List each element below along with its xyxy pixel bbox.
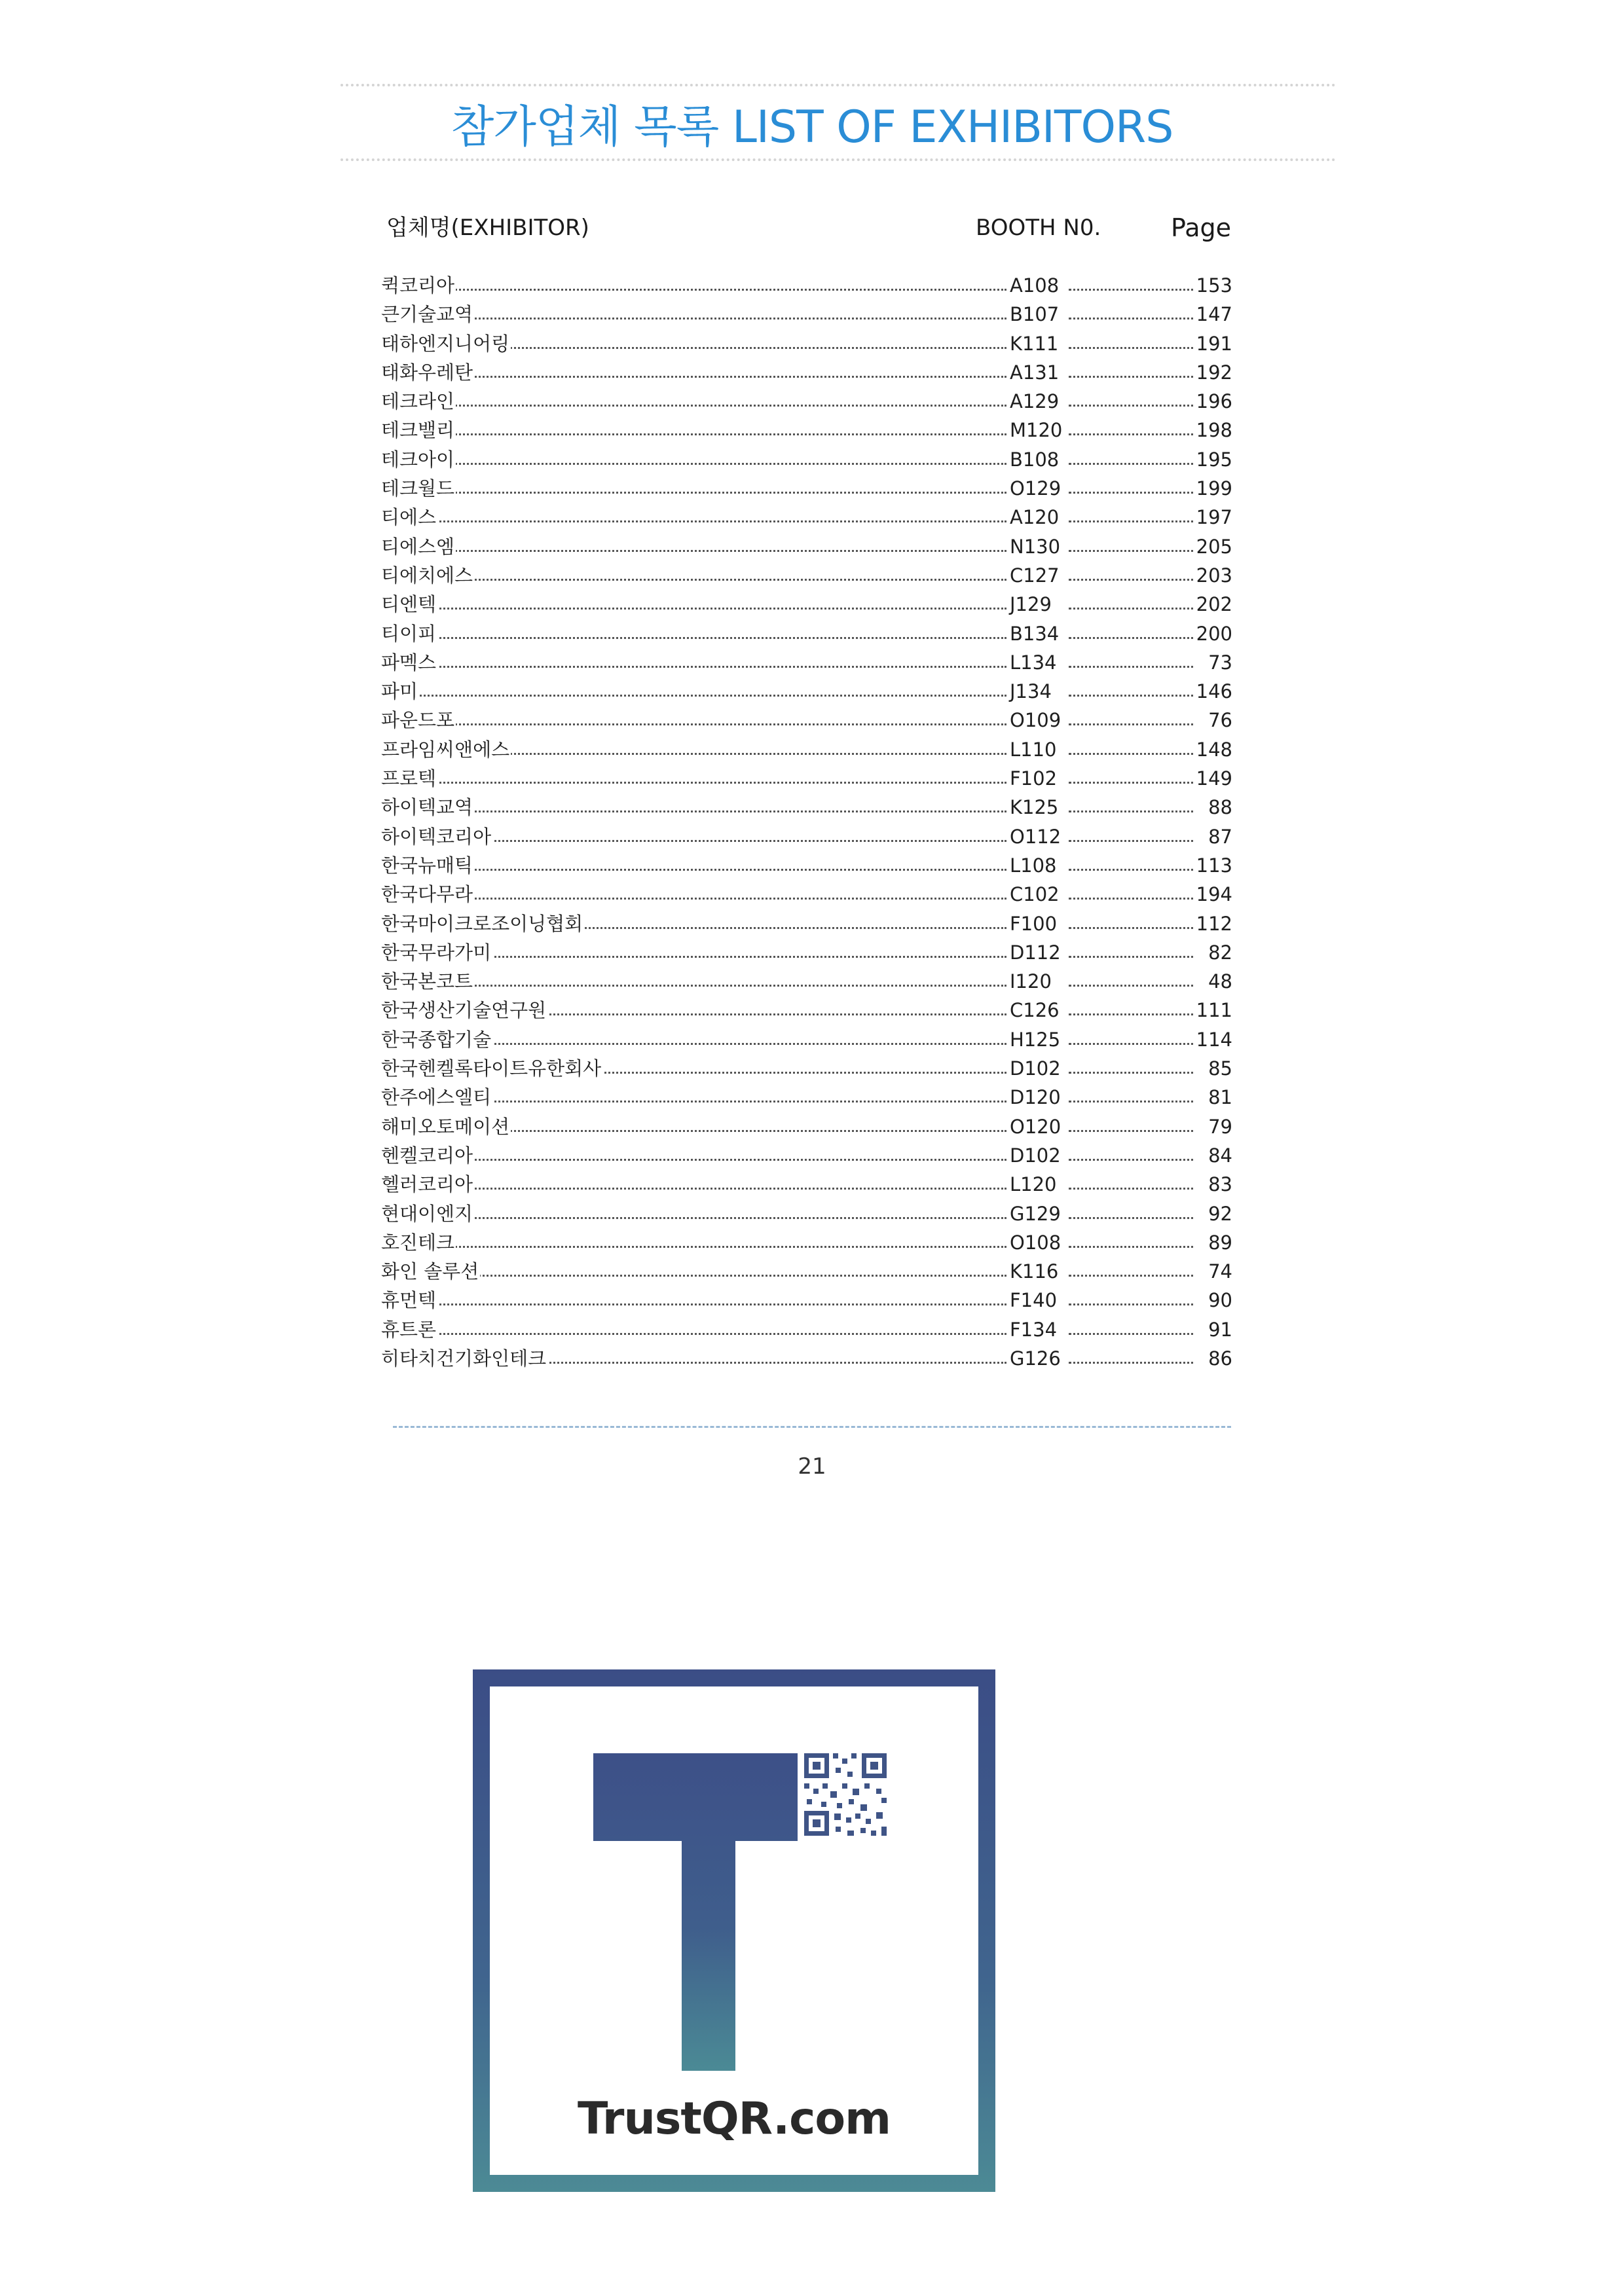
dot-leader bbox=[381, 376, 1006, 378]
list-item bbox=[381, 677, 1232, 706]
exhibitor-list bbox=[381, 271, 1232, 1373]
dot-leader bbox=[1069, 1043, 1198, 1045]
exhibitor-name: 테크라인 bbox=[381, 387, 456, 416]
dot-leader bbox=[1069, 550, 1198, 552]
booth-number: J134 bbox=[1010, 680, 1052, 703]
dot-leader bbox=[1069, 1072, 1198, 1074]
page-reference: 89 bbox=[1196, 1228, 1232, 1257]
exhibitor-name: 한국생산기술연구원 bbox=[381, 996, 547, 1025]
page-reference: 197 bbox=[1196, 503, 1232, 532]
list-item bbox=[381, 590, 1232, 619]
booth-number: I120 bbox=[1010, 970, 1052, 993]
column-header-page: Page bbox=[1171, 213, 1231, 242]
exhibitor-name: 히타치건기화인테크 bbox=[381, 1344, 547, 1373]
exhibitor-name: 파운드포 bbox=[381, 706, 456, 735]
dot-leader bbox=[1069, 898, 1198, 900]
page-reference: 203 bbox=[1196, 561, 1232, 590]
booth-number: O109 bbox=[1010, 709, 1061, 732]
exhibitor-name: 한주에스엘티 bbox=[381, 1083, 492, 1112]
page-reference: 88 bbox=[1196, 793, 1232, 822]
dot-leader bbox=[381, 985, 1006, 987]
page-reference: 82 bbox=[1196, 938, 1232, 967]
list-item bbox=[381, 358, 1232, 387]
page-reference: 194 bbox=[1196, 880, 1232, 909]
dot-leader bbox=[1069, 695, 1198, 697]
dot-leader bbox=[381, 1333, 1006, 1335]
page-reference: 198 bbox=[1196, 416, 1232, 445]
dot-leader bbox=[1069, 1130, 1198, 1132]
dot-leader bbox=[1069, 579, 1198, 581]
list-item bbox=[381, 561, 1232, 590]
list-item bbox=[381, 880, 1232, 909]
page-reference: 91 bbox=[1196, 1315, 1232, 1344]
exhibitor-name: 티엔텍 bbox=[381, 590, 437, 619]
list-item bbox=[381, 1344, 1232, 1373]
dot-leader bbox=[381, 550, 1006, 552]
logo-inner-panel bbox=[490, 1686, 978, 2175]
list-item bbox=[381, 1286, 1232, 1315]
dot-leader bbox=[1069, 492, 1198, 494]
dot-leader bbox=[381, 1303, 1006, 1305]
dot-leader bbox=[381, 695, 1006, 697]
dot-leader bbox=[381, 869, 1006, 871]
page-reference: 112 bbox=[1196, 909, 1232, 938]
dot-leader bbox=[1069, 405, 1198, 407]
booth-number: A120 bbox=[1010, 506, 1060, 529]
dot-leader bbox=[1069, 666, 1198, 668]
list-item bbox=[381, 1141, 1232, 1170]
booth-number: A131 bbox=[1010, 361, 1060, 384]
exhibitor-name: 태하엔지니어링 bbox=[381, 329, 511, 358]
dot-leader bbox=[1069, 289, 1198, 291]
dot-leader bbox=[381, 1188, 1006, 1190]
booth-number: J129 bbox=[1010, 593, 1052, 616]
column-header-booth: BOOTH N0. bbox=[976, 215, 1101, 241]
page-reference: 153 bbox=[1196, 271, 1232, 300]
booth-number: B134 bbox=[1010, 622, 1060, 645]
booth-number: A108 bbox=[1010, 274, 1060, 297]
page-reference: 113 bbox=[1196, 851, 1232, 880]
list-item bbox=[381, 822, 1232, 851]
list-item bbox=[381, 706, 1232, 735]
page-reference: 83 bbox=[1196, 1170, 1232, 1199]
page-reference: 111 bbox=[1196, 996, 1232, 1025]
exhibitor-name: 테크아이 bbox=[381, 445, 456, 474]
page-reference: 149 bbox=[1196, 764, 1232, 793]
page-reference: 200 bbox=[1196, 619, 1232, 648]
booth-number: A129 bbox=[1010, 390, 1060, 413]
booth-number: K111 bbox=[1010, 332, 1059, 355]
dot-leader bbox=[381, 318, 1006, 319]
exhibitor-name: 프라임씨앤에스 bbox=[381, 735, 511, 764]
booth-number: B108 bbox=[1010, 448, 1060, 471]
list-item bbox=[381, 445, 1232, 474]
page-reference: 85 bbox=[1196, 1054, 1232, 1083]
dot-leader bbox=[381, 811, 1006, 812]
trustqr-logo-text: TrustQR.com bbox=[578, 2093, 891, 2145]
dot-leader bbox=[381, 1246, 1006, 1248]
dot-leader bbox=[1069, 347, 1198, 349]
exhibitor-name: 한국무라가미 bbox=[381, 938, 492, 967]
list-item bbox=[381, 851, 1232, 880]
exhibitor-name: 한국마이크로조이닝협회 bbox=[381, 909, 584, 938]
page-reference: 48 bbox=[1196, 967, 1232, 996]
booth-number: F100 bbox=[1010, 912, 1058, 935]
dot-leader bbox=[381, 463, 1006, 465]
booth-number: D102 bbox=[1010, 1057, 1061, 1080]
list-item bbox=[381, 1083, 1232, 1112]
booth-number: C126 bbox=[1010, 999, 1060, 1022]
booth-number: C102 bbox=[1010, 883, 1060, 906]
page-reference: 146 bbox=[1196, 677, 1232, 706]
dot-leader bbox=[1069, 608, 1198, 610]
page-reference: 191 bbox=[1196, 329, 1232, 358]
booth-number: K125 bbox=[1010, 796, 1059, 819]
dot-leader bbox=[381, 579, 1006, 581]
dot-leader bbox=[1069, 1159, 1198, 1161]
exhibitor-name: 티에스엠 bbox=[381, 532, 456, 561]
column-header-exhibitor: 업체명(EXHIBITOR) bbox=[386, 215, 589, 241]
list-item bbox=[381, 1199, 1232, 1228]
exhibitor-name: 한국다무라 bbox=[381, 880, 474, 909]
exhibitor-name: 하이텍코리아 bbox=[381, 822, 492, 851]
list-item bbox=[381, 793, 1232, 822]
booth-number: B107 bbox=[1010, 303, 1060, 326]
booth-number: N130 bbox=[1010, 535, 1061, 558]
exhibitor-name: 티이피 bbox=[381, 619, 437, 648]
exhibitor-name: 호진테크 bbox=[381, 1228, 456, 1257]
booth-number: O120 bbox=[1010, 1115, 1061, 1138]
dot-leader bbox=[1069, 520, 1198, 522]
page-reference: 90 bbox=[1196, 1286, 1232, 1315]
dot-leader bbox=[1069, 723, 1198, 725]
list-item bbox=[381, 735, 1232, 764]
list-item bbox=[381, 1228, 1232, 1257]
booth-number: F140 bbox=[1010, 1289, 1058, 1312]
top-dotted-rule bbox=[341, 84, 1336, 86]
list-item bbox=[381, 764, 1232, 793]
dot-leader bbox=[1069, 840, 1198, 842]
dot-leader bbox=[381, 492, 1006, 494]
dot-leader bbox=[1069, 927, 1198, 929]
booth-number: H125 bbox=[1010, 1028, 1061, 1051]
list-item bbox=[381, 1054, 1232, 1083]
list-item bbox=[381, 1112, 1232, 1141]
page-reference: 87 bbox=[1196, 822, 1232, 851]
list-item bbox=[381, 503, 1232, 532]
dot-leader bbox=[1069, 1246, 1198, 1248]
booth-number: F134 bbox=[1010, 1318, 1058, 1341]
list-item bbox=[381, 532, 1232, 561]
dot-leader bbox=[1069, 463, 1198, 465]
exhibitor-name: 티에치에스 bbox=[381, 561, 474, 590]
dot-leader bbox=[1069, 1362, 1198, 1364]
qr-code-icon bbox=[804, 1753, 887, 1836]
dot-leader bbox=[1069, 1333, 1198, 1335]
page-reference: 84 bbox=[1196, 1141, 1232, 1170]
list-item bbox=[381, 967, 1232, 996]
exhibitor-name: 해미오토메이션 bbox=[381, 1112, 511, 1141]
page-reference: 86 bbox=[1196, 1344, 1232, 1373]
exhibitor-name: 화인 솔루션 bbox=[381, 1257, 480, 1286]
exhibitor-name: 티에스 bbox=[381, 503, 437, 532]
exhibitor-name: 퀵코리아 bbox=[381, 271, 456, 300]
list-item bbox=[381, 387, 1232, 416]
exhibitor-name: 테크월드 bbox=[381, 474, 456, 503]
exhibitor-name: 한국뉴매틱 bbox=[381, 851, 474, 880]
page-reference: 73 bbox=[1196, 648, 1232, 677]
list-item bbox=[381, 1025, 1232, 1054]
page-reference: 148 bbox=[1196, 735, 1232, 764]
list-item bbox=[381, 938, 1232, 967]
exhibitor-name: 큰기술교역 bbox=[381, 300, 474, 329]
dot-leader bbox=[381, 723, 1006, 725]
dot-leader bbox=[381, 666, 1006, 668]
booth-number: O112 bbox=[1010, 825, 1061, 848]
exhibitor-name: 테크밸리 bbox=[381, 416, 456, 445]
exhibitor-name: 현대이엔지 bbox=[381, 1199, 474, 1228]
page-reference: 74 bbox=[1196, 1257, 1232, 1286]
exhibitor-name: 파멕스 bbox=[381, 648, 437, 677]
exhibitor-name: 태화우레탄 bbox=[381, 358, 474, 387]
list-item bbox=[381, 416, 1232, 445]
dot-leader bbox=[1069, 1303, 1198, 1305]
exhibitor-name: 휴먼텍 bbox=[381, 1286, 437, 1315]
list-item bbox=[381, 329, 1232, 358]
list-item bbox=[381, 648, 1232, 677]
dot-leader bbox=[1069, 782, 1198, 784]
dot-leader bbox=[381, 637, 1006, 639]
exhibitor-name: 프로텍 bbox=[381, 764, 437, 793]
dot-leader bbox=[1069, 433, 1198, 435]
dot-leader bbox=[1069, 376, 1198, 378]
booth-number: L108 bbox=[1010, 854, 1057, 877]
dot-leader bbox=[381, 1159, 1006, 1161]
exhibitor-name: 파미 bbox=[381, 677, 419, 706]
booth-number: O129 bbox=[1010, 477, 1061, 500]
dot-leader bbox=[1069, 869, 1198, 871]
booth-number: D112 bbox=[1010, 941, 1061, 964]
page-title: 참가업체 목록 LIST OF EXHIBITORS bbox=[451, 101, 1173, 153]
dot-leader bbox=[1069, 956, 1198, 958]
booth-number: G126 bbox=[1010, 1347, 1061, 1370]
dot-leader bbox=[1069, 985, 1198, 987]
dot-leader bbox=[381, 782, 1006, 784]
page-reference: 202 bbox=[1196, 590, 1232, 619]
list-item bbox=[381, 474, 1232, 503]
list-item bbox=[381, 271, 1232, 300]
dot-leader bbox=[381, 405, 1006, 407]
exhibitor-name: 헬러코리아 bbox=[381, 1170, 474, 1199]
dot-leader bbox=[381, 898, 1006, 900]
booth-number: K116 bbox=[1010, 1260, 1059, 1283]
page-reference: 76 bbox=[1196, 706, 1232, 735]
list-item bbox=[381, 300, 1232, 329]
page-number: 21 bbox=[798, 1453, 826, 1480]
dot-leader bbox=[1069, 811, 1198, 812]
list-item bbox=[381, 1315, 1232, 1344]
dot-leader bbox=[381, 608, 1006, 610]
list-item bbox=[381, 909, 1232, 938]
title-bottom-dotted-rule bbox=[341, 158, 1336, 161]
dot-leader bbox=[381, 289, 1006, 291]
page-reference: 81 bbox=[1196, 1083, 1232, 1112]
dot-leader bbox=[381, 1217, 1006, 1219]
booth-number: M120 bbox=[1010, 419, 1063, 442]
dot-leader bbox=[1069, 753, 1198, 755]
dot-leader bbox=[1069, 1013, 1198, 1015]
page-reference: 205 bbox=[1196, 532, 1232, 561]
page-reference: 195 bbox=[1196, 445, 1232, 474]
booth-number: F102 bbox=[1010, 767, 1058, 790]
dot-leader bbox=[1069, 1217, 1198, 1219]
dot-leader bbox=[1069, 1188, 1198, 1190]
dot-leader bbox=[1069, 637, 1198, 639]
table-header bbox=[386, 208, 1231, 247]
booth-number: L134 bbox=[1010, 651, 1057, 674]
exhibitor-name: 한국종합기술 bbox=[381, 1025, 492, 1054]
exhibitor-name: 한국헨켈록타이트유한회사 bbox=[381, 1054, 602, 1083]
list-item bbox=[381, 619, 1232, 648]
booth-number: L110 bbox=[1010, 738, 1057, 761]
list-item bbox=[381, 996, 1232, 1025]
booth-number: D120 bbox=[1010, 1086, 1061, 1109]
exhibitor-name: 한국본코트 bbox=[381, 967, 474, 996]
dot-leader bbox=[1069, 1275, 1198, 1277]
page-reference: 192 bbox=[1196, 358, 1232, 387]
trustqr-logo-icon bbox=[473, 1669, 995, 2192]
dot-leader bbox=[1069, 318, 1198, 319]
exhibitor-name: 헨켈코리아 bbox=[381, 1141, 474, 1170]
dot-leader bbox=[1069, 1101, 1198, 1102]
page-reference: 147 bbox=[1196, 300, 1232, 329]
page-reference: 199 bbox=[1196, 474, 1232, 503]
page-reference: 79 bbox=[1196, 1112, 1232, 1141]
booth-number: G129 bbox=[1010, 1202, 1061, 1225]
booth-number: C127 bbox=[1010, 564, 1060, 587]
booth-number: L120 bbox=[1010, 1173, 1057, 1196]
dot-leader bbox=[381, 433, 1006, 435]
dot-leader bbox=[381, 520, 1006, 522]
booth-number: D102 bbox=[1010, 1144, 1061, 1167]
list-item bbox=[381, 1170, 1232, 1199]
exhibitor-name: 휴트론 bbox=[381, 1315, 437, 1344]
booth-number: O108 bbox=[1010, 1231, 1061, 1254]
page-reference: 196 bbox=[1196, 387, 1232, 416]
list-item bbox=[381, 1257, 1232, 1286]
exhibitor-name: 하이텍교역 bbox=[381, 793, 474, 822]
page-reference: 114 bbox=[1196, 1025, 1232, 1054]
footer-dashed-rule bbox=[393, 1426, 1231, 1428]
page-reference: 92 bbox=[1196, 1199, 1232, 1228]
